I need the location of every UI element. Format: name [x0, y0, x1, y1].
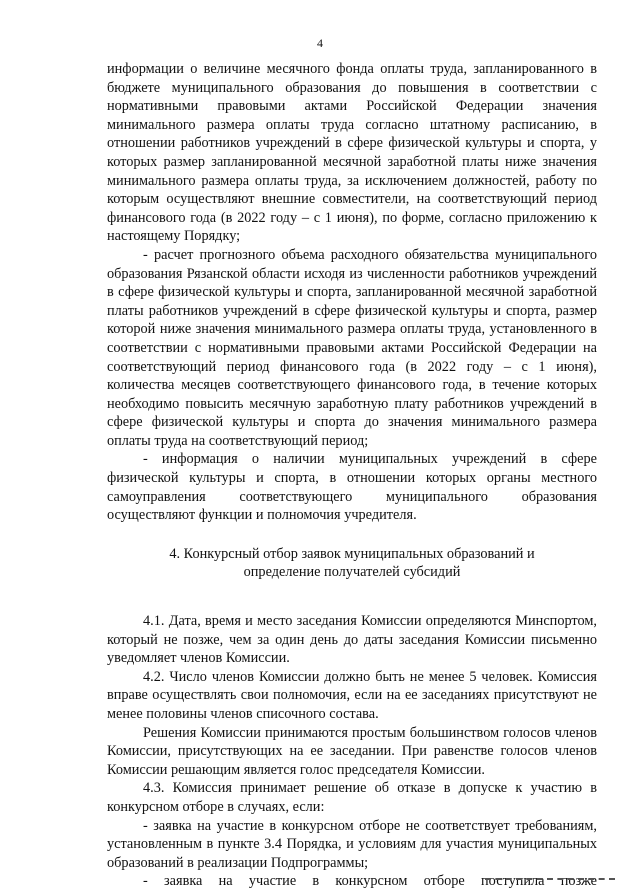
- paragraph-commission-decisions: Решения Комиссии принимаются простым большинством голосов членов Комиссии, присутствующих на ее заседании. При равенстве голосов членов Комиссии решающим является голос председателя Комиссии.: [107, 724, 597, 778]
- paragraph-4-1: 4.1. Дата, время и место заседания Комиссии определяются Минспортом, который не позже, чем за один день до даты заседания Комиссии письменно уведомляет членов Комиссии.: [107, 613, 597, 667]
- page-number: 4: [317, 36, 323, 50]
- paragraph-4-2: 4.2. Число членов Комиссии должно быть не менее 5 человек. Комиссия вправе осуществлять свои полномочия, если на ее заседаниях присутствуют не менее половины членов списочного состава.: [107, 668, 597, 722]
- section-heading-line2: определение получателей субсидий: [243, 564, 461, 581]
- paragraph-4-3: 4.3. Комиссия принимает решение об отказе в допуске к участию в конкурсном отборе в случаях, если:: [107, 780, 597, 815]
- paragraph-refusal-reason-2: - заявка на участие в конкурсном отборе поступила позже: [143, 873, 597, 890]
- paragraph-forecast-calculation: - расчет прогнозного объема расходного обязательства муниципального образования Рязанской области исходя из численности работников учреждений в сфере физической культуры и спорта, запланированной месячной заработной платы работников учреждений в сфере физической культуры и спорта, размер которой ниже значения минимального размера оплаты труда, установленного в соответствии с нормативными правовыми актами Российской Федерации на соответствующий период финансового года (в 2022 году – с 1 июня), количества месяцев соответствующего финансового года, в течение которых необходимо повысить месячную заработную плату работников учреждений в сфере физической культуры и спорта до значения минимального размера оплаты труда на соответствующий период;: [107, 246, 597, 449]
- paragraph-fund-info: информации о величине месячного фонда оплаты труда, запланированного в бюджете муниципального образования до повышения в соответствии с нормативными правовыми актами Российской Федерации значения минимального размера оплаты труда согласно штатному расписанию, в отношении работников учреждений в сфере физической культуры и спорта, у которых размер запланированной месячной заработной платы ниже значения минимального размера оплаты труда, за исключением должностей, работу по которым осуществляют внешние совместители, на соответствующий период финансового года (в 2022 году – с 1 июня), по форме, согласно приложению к настоящему Порядку;: [107, 61, 597, 245]
- section-heading: [107, 525, 597, 582]
- paragraph-refusal-reason-1: - заявка на участие в конкурсном отборе не соответствует требованиям, установленным в пункте 3.4 Порядка, и условиям для участия муниципальных образований в реализации Подпрограммы;: [107, 817, 597, 871]
- section-heading-line1: 4. Конкурсный отбор заявок муниципальных образований и: [169, 545, 535, 562]
- footer-dashed-mark: [485, 878, 615, 880]
- paragraph-institutions-info: - информация о наличии муниципальных учреждений в сфере физической культуры и спорта, в отношении которых органы местного самоуправления соответствующего муниципального образования осуществляют функции и полномочия учредителя.: [107, 451, 597, 524]
- document-body: [107, 60, 597, 891]
